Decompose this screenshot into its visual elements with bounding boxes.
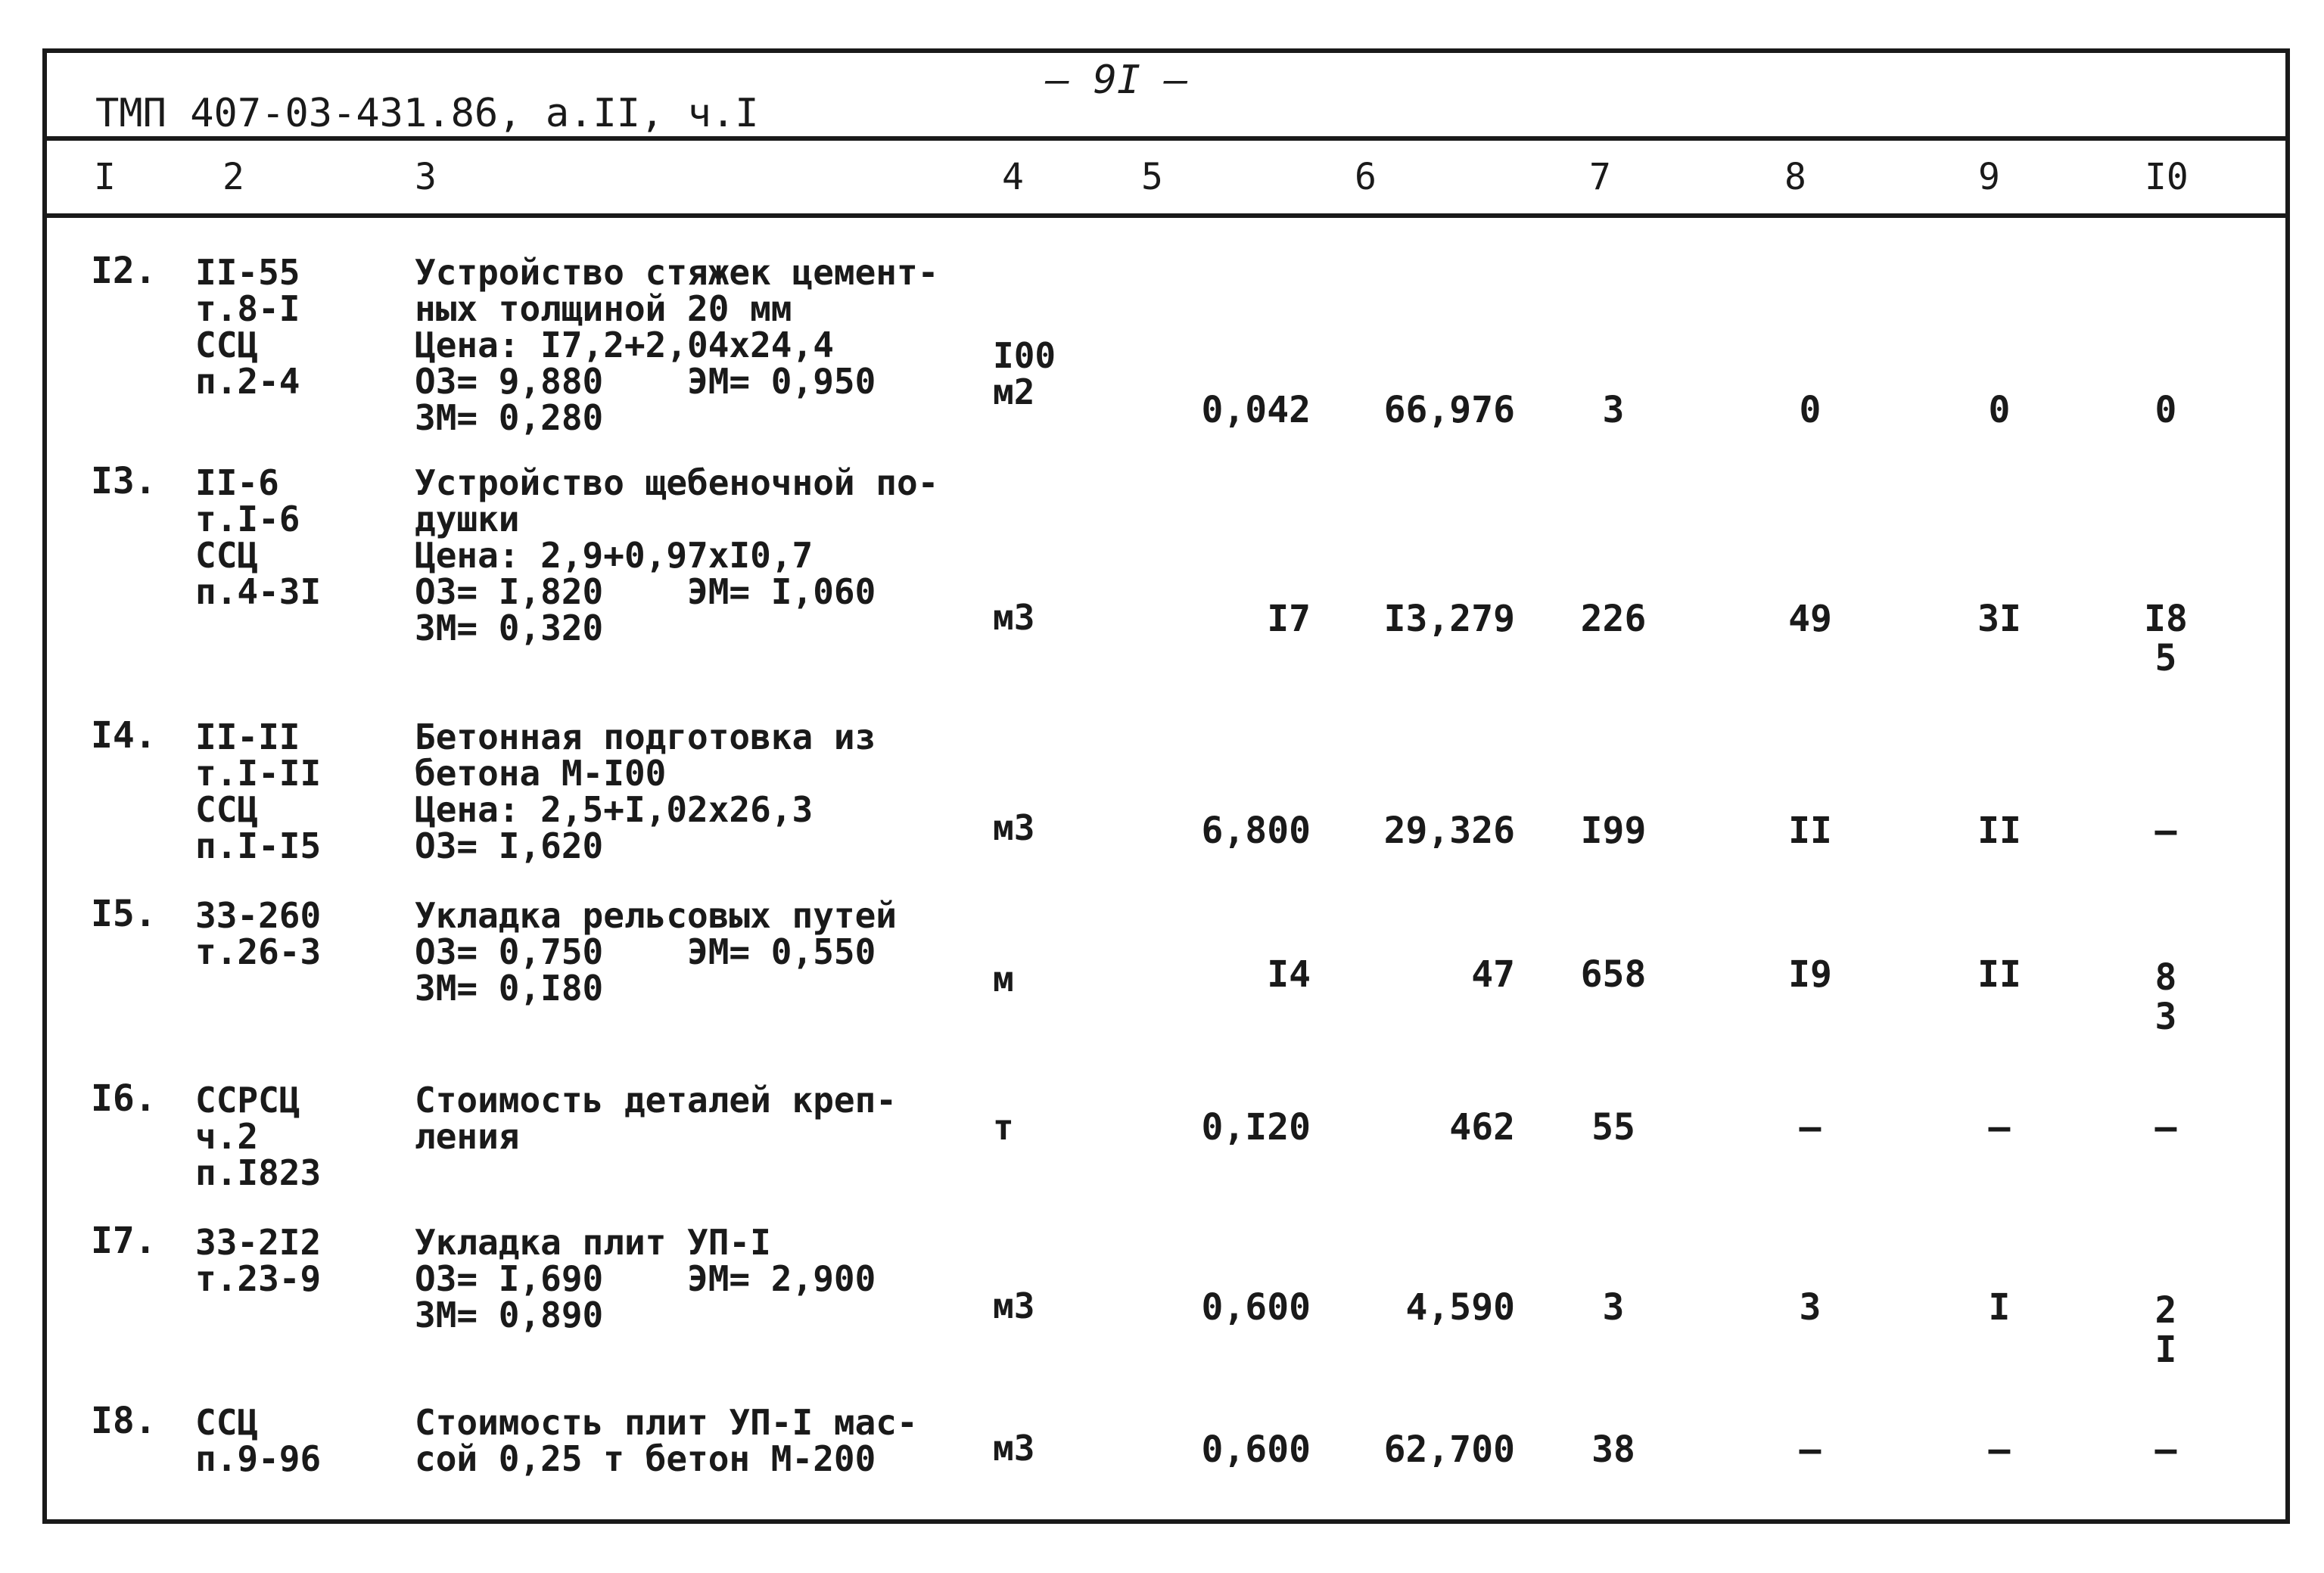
row-price: 62,700: [1383, 1428, 1515, 1471]
row-unit: I00 м2: [993, 335, 1056, 412]
row-code: ССРСЦ ч.2 п.I823: [195, 1080, 322, 1193]
row-price: 462: [1449, 1106, 1515, 1149]
row-col9: I: [1988, 1286, 2011, 1329]
column-header-9: 9: [1978, 156, 2000, 198]
row-col8: 49: [1788, 598, 1832, 640]
row-unit: м3: [993, 597, 1035, 638]
row-number: I5.: [91, 893, 157, 935]
row-quantity: 0,600: [1201, 1428, 1311, 1471]
row-col7: 226: [1580, 598, 1647, 640]
column-header-1: I: [94, 156, 116, 198]
row-code: ССЦ п.9-96: [195, 1402, 322, 1479]
row-description: Бетонная подготовка из бетона М-I00 Цена: 2,5+I,02х26,3 ОЗ= I,620: [415, 717, 876, 866]
row-quantity: I4: [1267, 953, 1311, 996]
row-col10: –: [2154, 1106, 2177, 1149]
row-code: II-6 т.I-6 ССЦ п.4-3I: [195, 462, 322, 612]
row-col8: 0: [1799, 389, 1822, 431]
column-header-5: 5: [1141, 156, 1163, 198]
row-description: Укладка плит УП-I ОЗ= I,690 ЭМ= 2,900 ЗМ= 0,890: [415, 1222, 876, 1335]
row-col10: 2 I: [2154, 1289, 2177, 1371]
row-col10: 0: [2154, 389, 2177, 431]
column-header-3: 3: [415, 156, 437, 198]
row-code: II-II т.I-II ССЦ п.I-I5: [195, 717, 322, 866]
row-description: Стоимость плит УП-I мас- сой 0,25 т бетон М-200: [415, 1402, 918, 1479]
row-code: 33-2I2 т.23-9: [195, 1222, 322, 1299]
column-header-2: 2: [222, 156, 244, 198]
row-price: 4,590: [1405, 1286, 1515, 1329]
header-divider-top: [47, 136, 2285, 141]
row-unit: т: [993, 1107, 1014, 1148]
row-col9: II: [1977, 810, 2021, 852]
row-number: I6.: [91, 1077, 157, 1120]
row-col9: 3I: [1977, 598, 2021, 640]
row-unit: м3: [993, 1285, 1035, 1326]
row-quantity: 0,600: [1201, 1286, 1311, 1329]
row-col10: 8 3: [2154, 956, 2177, 1038]
row-unit: м: [993, 959, 1014, 999]
row-description: Укладка рельсовых путей ОЗ= 0,750 ЭМ= 0,550 ЗМ= 0,I80: [415, 895, 897, 1009]
row-col7: 38: [1591, 1428, 1635, 1471]
column-header-6: 6: [1355, 156, 1377, 198]
row-col8: I9: [1788, 953, 1832, 996]
row-quantity: 0,042: [1201, 389, 1311, 431]
row-col9: II: [1977, 953, 2021, 996]
row-price: 47: [1471, 953, 1515, 996]
row-unit: м3: [993, 807, 1035, 848]
row-col7: I99: [1580, 810, 1647, 852]
row-number: I8.: [91, 1400, 157, 1442]
column-header-10: I0: [2145, 156, 2189, 198]
row-number: I7.: [91, 1220, 157, 1262]
row-col8: 3: [1799, 1286, 1822, 1329]
row-quantity: I7: [1267, 598, 1311, 640]
row-code: 33-260 т.26-3: [195, 895, 322, 972]
header-divider-bottom: [47, 213, 2285, 218]
row-col8: –: [1799, 1106, 1822, 1149]
column-header-7: 7: [1589, 156, 1611, 198]
row-col10: I8 5: [2144, 598, 2188, 679]
row-col9: 0: [1988, 389, 2011, 431]
row-col9: –: [1988, 1428, 2011, 1471]
row-price: 29,326: [1383, 810, 1515, 852]
row-description: Стоимость деталей креп- ления: [415, 1080, 897, 1157]
column-header-4: 4: [1002, 156, 1024, 198]
row-col9: –: [1988, 1106, 2011, 1149]
row-col8: –: [1799, 1428, 1822, 1471]
row-col10: –: [2154, 810, 2177, 852]
row-col7: 3: [1602, 389, 1625, 431]
row-description: Устройство стяжек цемент- ных толщиной 20 мм Цена: I7,2+2,04х24,4 ОЗ= 9,880 ЭМ= 0,950 ЗМ= 0,280: [415, 252, 939, 438]
row-number: I2.: [91, 250, 157, 292]
row-col7: 658: [1580, 953, 1647, 996]
row-number: I3.: [91, 460, 157, 502]
row-col7: 55: [1591, 1106, 1635, 1149]
row-description: Устройство щебеночной по- душки Цена: 2,9+0,97хI0,7 ОЗ= I,820 ЭМ= I,060 ЗМ= 0,320: [415, 462, 939, 648]
row-number: I4.: [91, 714, 157, 757]
row-price: 66,976: [1383, 389, 1515, 431]
row-col10: –: [2154, 1428, 2177, 1471]
column-header-8: 8: [1784, 156, 1806, 198]
row-col7: 3: [1602, 1286, 1625, 1329]
row-price: I3,279: [1383, 598, 1515, 640]
page-number: – 9I –: [1046, 58, 1188, 103]
document-code: ТМП 407-03-431.86, а.II, ч.I: [95, 91, 759, 136]
document-frame: [42, 48, 2290, 1524]
row-quantity: 0,I20: [1201, 1106, 1311, 1149]
row-code: II-55 т.8-I ССЦ п.2-4: [195, 252, 300, 402]
row-quantity: 6,800: [1201, 810, 1311, 852]
row-col8: II: [1788, 810, 1832, 852]
row-unit: м3: [993, 1428, 1035, 1469]
